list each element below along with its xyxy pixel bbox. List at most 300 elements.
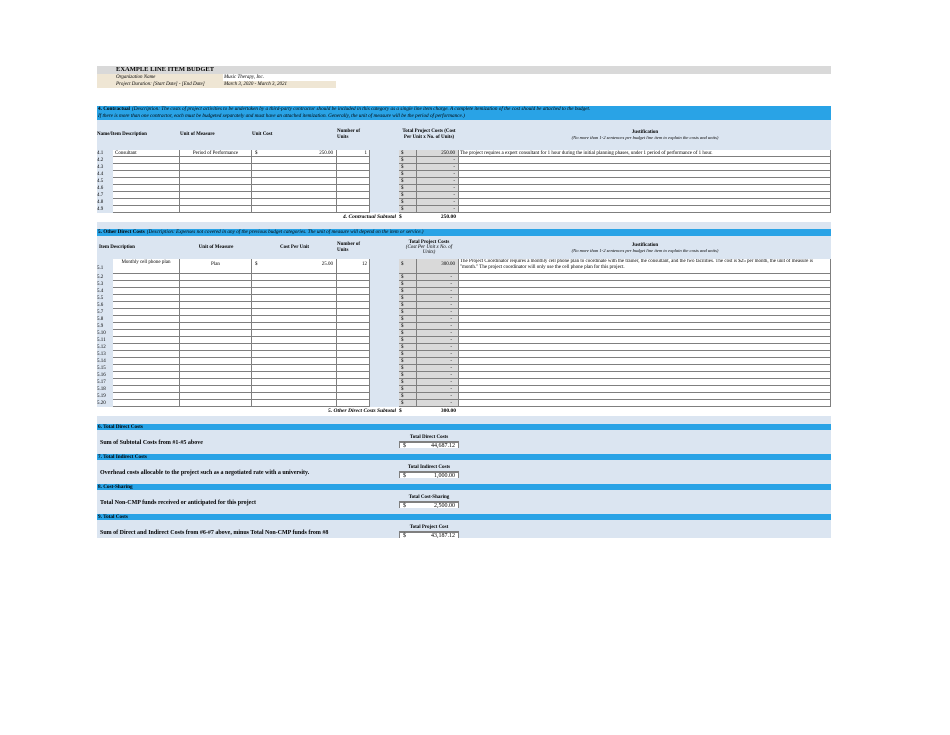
total-box-currency: $: [403, 533, 406, 538]
total-currency: $: [399, 281, 417, 288]
total-section-desc: Overhead costs allocable to the project such as a negotiated rate with a university.: [97, 460, 399, 478]
col-name: Name/Item Description: [97, 120, 180, 150]
gap: [370, 302, 399, 309]
row-number: 5.2: [97, 274, 113, 281]
item-name[interactable]: [113, 386, 180, 393]
total-currency: $: [399, 150, 417, 157]
table-row: [97, 171, 831, 178]
table-row: [97, 206, 831, 213]
col-justification-sub: (No more than 1-2 sentences per budget line item to explain the costs and units): [571, 135, 719, 140]
unit-cost[interactable]: [252, 199, 337, 206]
gap: [370, 295, 399, 302]
justification[interactable]: [459, 185, 831, 192]
number-of-units[interactable]: [337, 372, 370, 379]
table-row: [97, 274, 831, 281]
total-currency: $: [399, 330, 417, 337]
unit-cost[interactable]: [252, 323, 337, 330]
total-currency: $: [399, 344, 417, 351]
table-row: [97, 316, 831, 323]
item-name[interactable]: [113, 178, 180, 185]
total-currency: $: [399, 295, 417, 302]
justification[interactable]: [459, 365, 831, 372]
unit-cost[interactable]: [252, 330, 337, 337]
justification[interactable]: [459, 393, 831, 400]
unit-of-measure[interactable]: [180, 316, 252, 323]
number-of-units[interactable]: [337, 295, 370, 302]
gap: [370, 171, 399, 178]
table-row: [97, 164, 831, 171]
unit-of-measure[interactable]: [180, 157, 252, 164]
unit-of-measure[interactable]: [180, 330, 252, 337]
total-cost: -: [417, 164, 459, 171]
number-of-units[interactable]: [337, 316, 370, 323]
total-currency: $: [399, 393, 417, 400]
item-name[interactable]: [113, 206, 180, 213]
unit-of-measure[interactable]: [180, 199, 252, 206]
gap: [370, 150, 399, 157]
item-name[interactable]: [113, 365, 180, 372]
item-name[interactable]: [113, 393, 180, 400]
col-units: Number of Units: [337, 236, 370, 259]
row-number: 5.19: [97, 393, 113, 400]
unit-cost[interactable]: [252, 309, 337, 316]
org-label: Organization Name: [97, 74, 223, 81]
number-of-units[interactable]: [337, 302, 370, 309]
unit-cost[interactable]: [252, 386, 337, 393]
justification[interactable]: [459, 337, 831, 344]
total-box-value: 44,687.12: [431, 443, 455, 448]
item-name[interactable]: [113, 192, 180, 199]
unit-cost-value: 250.00: [319, 151, 333, 156]
number-of-units[interactable]: [337, 199, 370, 206]
gap: [370, 192, 399, 199]
gap: [370, 281, 399, 288]
other-title: 5. Other Direct Costs: [98, 229, 145, 235]
total-box-currency: $: [403, 443, 406, 448]
unit-cost-value: 25.00: [321, 262, 333, 267]
gap: [370, 309, 399, 316]
item-name[interactable]: [113, 344, 180, 351]
table-row: [97, 309, 831, 316]
total-currency: $: [399, 316, 417, 323]
unit-cost[interactable]: [252, 178, 337, 185]
col-cost: Unit Cost: [252, 120, 337, 150]
total-cost: -: [417, 393, 459, 400]
total-cost: -: [417, 274, 459, 281]
justification[interactable]: [459, 199, 831, 206]
unit-cost[interactable]: [252, 192, 337, 199]
gap: [370, 185, 399, 192]
number-of-units[interactable]: [337, 323, 370, 330]
unit-cost[interactable]: [252, 365, 337, 372]
unit-cost[interactable]: [252, 316, 337, 323]
unit-cost[interactable]: [252, 288, 337, 295]
contractual-subtotal-row: [97, 213, 831, 222]
unit-of-measure[interactable]: [180, 185, 252, 192]
unit-cost[interactable]: [252, 337, 337, 344]
table-row: [97, 379, 831, 386]
unit-cost[interactable]: [252, 164, 337, 171]
total-section-spacer: [459, 430, 831, 448]
total-box-label: Total Direct Costs: [399, 435, 459, 442]
justification[interactable]: [459, 157, 831, 164]
unit-of-measure[interactable]: [180, 164, 252, 171]
justification[interactable]: [459, 372, 831, 379]
number-of-units[interactable]: [337, 206, 370, 213]
row-number: 5.3: [97, 281, 113, 288]
item-name[interactable]: [113, 164, 180, 171]
item-name[interactable]: [113, 288, 180, 295]
table-row: [97, 157, 831, 164]
item-name[interactable]: [113, 281, 180, 288]
total-cost: -: [417, 323, 459, 330]
justification[interactable]: [459, 171, 831, 178]
unit-of-measure[interactable]: [180, 323, 252, 330]
unit-cost[interactable]: [252, 400, 337, 407]
unit-cost[interactable]: [252, 344, 337, 351]
total-cost: -: [417, 171, 459, 178]
number-of-units[interactable]: [337, 337, 370, 344]
currency: $: [255, 151, 258, 156]
row-number: 5.15: [97, 365, 113, 372]
number-of-units[interactable]: [337, 164, 370, 171]
number-of-units[interactable]: [337, 330, 370, 337]
total-currency: $: [399, 199, 417, 206]
total-box: [399, 460, 459, 478]
unit-cost[interactable]: [252, 302, 337, 309]
total-cost: -: [417, 337, 459, 344]
contractual-subtotal-value: 250.00: [440, 214, 456, 220]
total-currency: $: [399, 192, 417, 199]
total-cost: 250.00: [417, 150, 459, 157]
unit-of-measure[interactable]: [180, 171, 252, 178]
number-of-units[interactable]: [337, 157, 370, 164]
col-unit: Unit of Measure: [180, 120, 252, 150]
number-of-units[interactable]: [337, 400, 370, 407]
org-value[interactable]: Music Therapy, Inc.: [224, 75, 264, 80]
item-name[interactable]: [113, 351, 180, 358]
justification[interactable]: [459, 192, 831, 199]
unit-of-measure[interactable]: [180, 274, 252, 281]
row-number: 5.20: [97, 400, 113, 407]
unit-cost[interactable]: [252, 393, 337, 400]
item-name[interactable]: [113, 295, 180, 302]
justification[interactable]: [459, 206, 831, 213]
row-number: 4.9: [97, 206, 113, 213]
item-name[interactable]: [113, 379, 180, 386]
item-name[interactable]: [113, 157, 180, 164]
justification[interactable]: [459, 295, 831, 302]
table-row: [97, 281, 831, 288]
subtotal-currency: $: [399, 408, 402, 414]
other-subtotal-label: 5. Other Direct Costs Subtotal: [328, 408, 396, 414]
total-cost: -: [417, 302, 459, 309]
org-spacer: [336, 74, 831, 81]
unit-of-measure[interactable]: [180, 288, 252, 295]
unit-of-measure[interactable]: Plan: [180, 259, 252, 274]
budget-sheet: [97, 66, 831, 538]
total-section-desc: Sum of Direct and Indirect Costs from #6-#7 above, minus Total Non-CMP funds from #8: [97, 520, 399, 538]
total-box-value: 2,500.00: [434, 503, 455, 508]
table-row: [97, 344, 831, 351]
col-justification: [459, 120, 831, 150]
unit-of-measure[interactable]: [180, 295, 252, 302]
justification[interactable]: [459, 288, 831, 295]
justification[interactable]: [459, 164, 831, 171]
number-of-units[interactable]: [337, 192, 370, 199]
total-box-label: Total Project Cost: [399, 525, 459, 532]
unit-of-measure[interactable]: [180, 379, 252, 386]
unit-of-measure[interactable]: [180, 386, 252, 393]
contractual-desc-1: (Description: The costs of project activities to be undertaken by a third-party contractor should be included in this category as a single line item charge. A complete itemization of the cost should be attached to the budget.: [132, 106, 591, 112]
justification[interactable]: [459, 358, 831, 365]
justification[interactable]: [459, 323, 831, 330]
org-row: [97, 74, 831, 81]
table-row: [97, 302, 831, 309]
row-number: 5.9: [97, 323, 113, 330]
unit-of-measure[interactable]: [180, 358, 252, 365]
unit-cost[interactable]: [252, 259, 337, 274]
unit-cost[interactable]: [252, 274, 337, 281]
contractual-title-block: [97, 106, 831, 120]
justification[interactable]: [459, 400, 831, 407]
total-cost: -: [417, 372, 459, 379]
unit-cost[interactable]: [252, 171, 337, 178]
justification[interactable]: [459, 281, 831, 288]
item-name[interactable]: [113, 309, 180, 316]
gap: [370, 199, 399, 206]
total-cost: -: [417, 344, 459, 351]
number-of-units[interactable]: [337, 185, 370, 192]
unit-of-measure[interactable]: [180, 178, 252, 185]
number-of-units[interactable]: [337, 386, 370, 393]
total-currency: $: [399, 302, 417, 309]
unit-cost[interactable]: [252, 206, 337, 213]
number-of-units[interactable]: 12: [337, 259, 370, 274]
number-of-units[interactable]: [337, 344, 370, 351]
total-section-spacer: [459, 460, 831, 478]
item-name[interactable]: [113, 330, 180, 337]
total-cost: -: [417, 199, 459, 206]
item-name[interactable]: Consultant: [113, 150, 180, 157]
total-box-value-row: [399, 532, 459, 538]
table-row: [97, 259, 831, 274]
subtotal-currency: $: [399, 214, 402, 220]
gap: [370, 164, 399, 171]
justification[interactable]: [459, 351, 831, 358]
gap: [370, 344, 399, 351]
col-justification-sub: (No more than 1-2 sentences per budget line item to explain the costs and units): [571, 247, 719, 253]
item-name[interactable]: [113, 199, 180, 206]
total-box-currency: $: [403, 503, 406, 508]
number-of-units[interactable]: [337, 393, 370, 400]
number-of-units[interactable]: [337, 281, 370, 288]
item-name[interactable]: [113, 337, 180, 344]
gap: [370, 330, 399, 337]
unit-cost[interactable]: [252, 281, 337, 288]
total-box-value: 43,187.12: [431, 533, 455, 538]
number-of-units[interactable]: [337, 309, 370, 316]
gap: [370, 274, 399, 281]
gap: [370, 323, 399, 330]
col-total: Total Project Costs (Cost Per Unit x No. of Units): [399, 120, 459, 150]
justification[interactable]: [459, 386, 831, 393]
total-currency: $: [399, 157, 417, 164]
table-row: [97, 365, 831, 372]
col-total: [399, 236, 459, 259]
total-section-body: [97, 520, 831, 538]
item-name[interactable]: [113, 400, 180, 407]
total-currency: $: [399, 323, 417, 330]
number-of-units[interactable]: [337, 379, 370, 386]
table-row: [97, 178, 831, 185]
unit-of-measure[interactable]: [180, 344, 252, 351]
unit-of-measure[interactable]: [180, 365, 252, 372]
total-currency: $: [399, 274, 417, 281]
row-number: 5.7: [97, 309, 113, 316]
item-name[interactable]: Monthly cell phone plan: [113, 259, 180, 274]
row-number: 4.1: [97, 150, 113, 157]
row-number: 5.13: [97, 351, 113, 358]
item-name[interactable]: [113, 372, 180, 379]
justification[interactable]: [459, 309, 831, 316]
item-name[interactable]: [113, 274, 180, 281]
gap: [370, 288, 399, 295]
total-cost: -: [417, 386, 459, 393]
table-row: [97, 295, 831, 302]
duration-label: Project Duration: [Start Date] - [End Date]: [97, 81, 223, 88]
col-units: Number of Units: [337, 120, 370, 150]
row-number: 5.8: [97, 316, 113, 323]
total-currency: $: [399, 178, 417, 185]
justification[interactable]: [459, 274, 831, 281]
number-of-units[interactable]: 1: [337, 150, 370, 157]
total-currency: $: [399, 365, 417, 372]
unit-cost[interactable]: [252, 185, 337, 192]
unit-cost[interactable]: [252, 351, 337, 358]
item-name[interactable]: [113, 171, 180, 178]
row-number: 5.14: [97, 358, 113, 365]
item-name[interactable]: [113, 302, 180, 309]
table-row: [97, 400, 831, 407]
total-section-body: [97, 460, 831, 478]
row-number: 5.12: [97, 344, 113, 351]
total-cost: -: [417, 351, 459, 358]
unit-of-measure[interactable]: [180, 206, 252, 213]
row-number: 4.3: [97, 164, 113, 171]
contractual-col-headers: [97, 120, 831, 150]
total-box-currency: $: [403, 473, 406, 478]
unit-cost[interactable]: [252, 150, 337, 157]
budget-title-row: [97, 66, 831, 74]
unit-cost[interactable]: [252, 358, 337, 365]
total-section-body: [97, 490, 831, 508]
justification[interactable]: The Project Coordinator requires a monthly cell phone plan to coordinate with the trainer, the consultant, and the two facilities. The cost is $25 per month, the unit of measure is "month." The project coordinator will only use the cell phone plan for this project.: [459, 259, 831, 274]
total-currency: $: [399, 379, 417, 386]
justification[interactable]: The project requires a expert consultant for 1 hour during the initial planning phases, under 1 period of performance of 1 hour.: [459, 150, 831, 157]
gap: [370, 358, 399, 365]
justification[interactable]: [459, 379, 831, 386]
table-row: [97, 192, 831, 199]
total-section-desc: Sum of Subtotal Costs from #1-#5 above: [97, 430, 399, 448]
justification[interactable]: [459, 316, 831, 323]
total-currency: $: [399, 386, 417, 393]
col-name: Item Description: [97, 236, 180, 259]
number-of-units[interactable]: [337, 288, 370, 295]
total-section-spacer: [459, 520, 831, 538]
item-name[interactable]: [113, 185, 180, 192]
total-currency: $: [399, 164, 417, 171]
row-number: 4.8: [97, 199, 113, 206]
item-name[interactable]: [113, 323, 180, 330]
number-of-units[interactable]: [337, 365, 370, 372]
number-of-units[interactable]: [337, 171, 370, 178]
row-number: 5.11: [97, 337, 113, 344]
number-of-units[interactable]: [337, 351, 370, 358]
justification[interactable]: [459, 344, 831, 351]
number-of-units[interactable]: [337, 358, 370, 365]
total-cost: -: [417, 295, 459, 302]
total-cost: -: [417, 365, 459, 372]
total-cost: -: [417, 206, 459, 213]
gap: [370, 393, 399, 400]
unit-of-measure[interactable]: [180, 400, 252, 407]
total-currency: $: [399, 372, 417, 379]
gap-row: [97, 222, 831, 229]
total-section-title: 9. Total Costs: [97, 514, 831, 520]
duration-value[interactable]: March 3, 2020 - March 3, 2021: [223, 81, 336, 88]
row-number: 5.6: [97, 302, 113, 309]
contractual-desc-2: If there is more than one contractor, each must be budgeted separately and must have an attached itemization. Generally, the unit of measure will be the period of performance.): [98, 112, 465, 119]
total-currency: $: [399, 400, 417, 407]
item-name[interactable]: [113, 358, 180, 365]
total-currency: $: [399, 337, 417, 344]
total-cost: -: [417, 288, 459, 295]
unit-of-measure[interactable]: [180, 393, 252, 400]
row-number: 5.1: [97, 259, 113, 274]
gap: [370, 400, 399, 407]
justification[interactable]: [459, 330, 831, 337]
unit-of-measure[interactable]: [180, 302, 252, 309]
unit-of-measure[interactable]: [180, 309, 252, 316]
total-box-value: 1,000.00: [434, 473, 455, 478]
unit-of-measure[interactable]: [180, 351, 252, 358]
table-row: [97, 150, 831, 157]
row-number: 5.4: [97, 288, 113, 295]
number-of-units[interactable]: [337, 178, 370, 185]
row-number: 5.18: [97, 386, 113, 393]
unit-of-measure[interactable]: [180, 372, 252, 379]
row-number: 5.16: [97, 372, 113, 379]
unit-cost[interactable]: [252, 372, 337, 379]
justification[interactable]: [459, 302, 831, 309]
duration-row: [97, 81, 831, 88]
unit-of-measure[interactable]: [180, 337, 252, 344]
unit-of-measure[interactable]: [180, 192, 252, 199]
number-of-units[interactable]: [337, 274, 370, 281]
other-col-headers: [97, 236, 831, 259]
justification[interactable]: [459, 178, 831, 185]
unit-cost[interactable]: [252, 157, 337, 164]
unit-of-measure[interactable]: [180, 281, 252, 288]
unit-cost[interactable]: [252, 379, 337, 386]
unit-of-measure[interactable]: Period of Performance: [180, 150, 252, 157]
total-cost: -: [417, 192, 459, 199]
item-name[interactable]: [113, 316, 180, 323]
col-cost: Cost Per Unit: [252, 236, 337, 259]
unit-cost[interactable]: [252, 295, 337, 302]
gap: [370, 206, 399, 213]
